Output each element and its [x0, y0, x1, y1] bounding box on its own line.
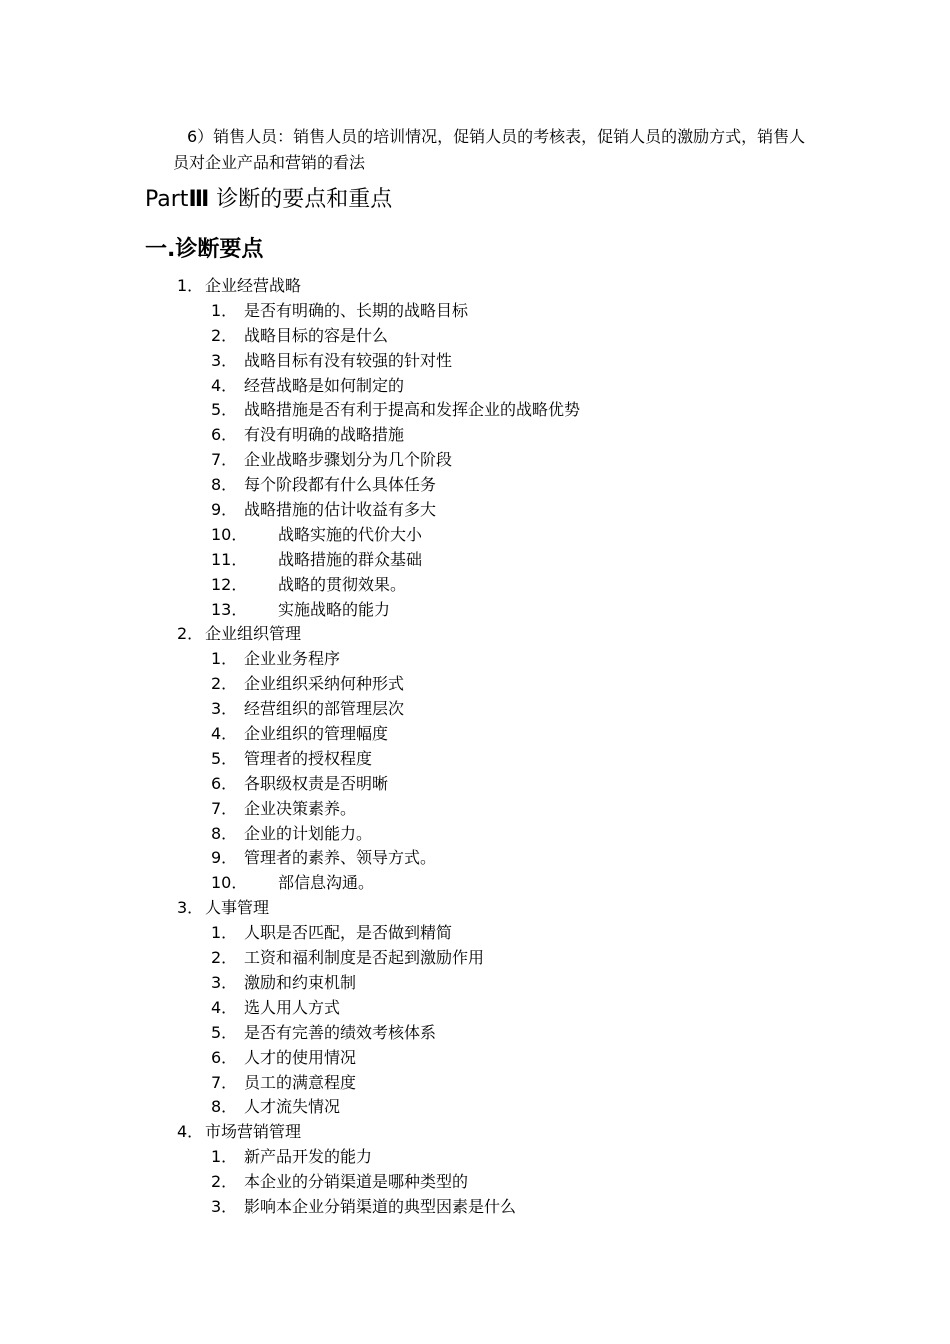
item-number: 8．: [211, 823, 238, 843]
item-text: 人才流失情况: [244, 1097, 341, 1117]
item-text: 选人用人方式: [244, 997, 341, 1017]
item-text: 管理者的素养、领导方式。: [244, 848, 437, 868]
outline-item: [0, 573, 950, 598]
item-text: 战略措施是否有利于提高和发挥企业的战略优势: [244, 400, 581, 420]
section-number: 2．: [177, 624, 204, 644]
outline-item: [0, 772, 950, 797]
item-text: 部信息沟通。: [278, 873, 375, 893]
item-number: 9．: [211, 500, 238, 520]
section-heading: 一.诊断要点: [145, 237, 264, 262]
item-number: 3．: [211, 350, 238, 370]
item-text: 战略措施的估计收益有多大: [244, 500, 437, 520]
outline-item: [0, 523, 950, 548]
part-title: 诊断的要点和重点: [209, 187, 393, 212]
outline-item: [0, 349, 950, 374]
intro-paragraph: 6）销售人员：销售人员的培训情况，促销人员的考核表，促销人员的激励方式，销售人员对企业产品和营销的看法: [173, 127, 806, 172]
item-text: 战略实施的代价大小: [278, 524, 423, 544]
item-number: 6．: [211, 425, 238, 445]
item-number: 2．: [211, 674, 238, 694]
outline-item: [0, 299, 950, 324]
outline-item: [0, 398, 950, 423]
item-text: 管理者的授权程度: [244, 748, 373, 768]
item-number: 8．: [211, 1097, 238, 1117]
item-text: 战略目标有没有较强的针对性: [244, 350, 453, 370]
outline-item: [0, 697, 950, 722]
item-number: 6．: [211, 773, 238, 793]
item-text: 企业组织采纳何种形式: [244, 674, 405, 694]
section-number: 3．: [177, 898, 204, 918]
section-title: 企业经营战略: [205, 276, 302, 295]
item-number: 9．: [211, 848, 238, 868]
item-text: 实施战略的能力: [278, 599, 391, 619]
item-text: 经营组织的部管理层次: [244, 699, 405, 719]
item-number: 1．: [211, 649, 238, 669]
outline-item: [0, 1195, 950, 1220]
item-number: 8．: [211, 475, 238, 495]
item-text: 新产品开发的能力: [244, 1147, 373, 1167]
item-number: 5．: [211, 400, 238, 420]
item-number: 4．: [211, 724, 238, 744]
item-number: 10．: [211, 524, 248, 544]
item-text: 各职级权责是否明晰: [244, 773, 389, 793]
item-text: 战略的贯彻效果。: [278, 574, 407, 594]
outline-item: [0, 1021, 950, 1046]
item-text: 是否有完善的绩效考核体系: [244, 1022, 437, 1042]
outline-item: [0, 921, 950, 946]
outline-list: [0, 274, 950, 1220]
part-roman-numeral: Ⅲ: [188, 187, 210, 212]
item-number: 2．: [211, 1172, 238, 1192]
item-number: 1．: [211, 923, 238, 943]
outline-item: [0, 946, 950, 971]
item-text: 企业组织的管理幅度: [244, 724, 389, 744]
section-number: 1．: [177, 276, 204, 295]
item-number: 4．: [211, 997, 238, 1017]
item-number: 13．: [211, 599, 248, 619]
item-text: 经营战略是如何制定的: [244, 375, 405, 395]
outline-section: [0, 622, 950, 647]
item-number: 12．: [211, 574, 248, 594]
outline-item: [0, 797, 950, 822]
item-number: 1．: [211, 1147, 238, 1167]
item-text: 是否有明确的、长期的战略目标: [244, 300, 469, 320]
part-prefix: Part: [145, 187, 189, 212]
outline-item: [0, 722, 950, 747]
outline-item: [0, 1071, 950, 1096]
section-title: 人事管理: [205, 898, 270, 918]
outline-item: [0, 473, 950, 498]
item-number: 7．: [211, 1072, 238, 1092]
item-text: 企业决策素养。: [244, 798, 357, 818]
outline-item: [0, 672, 950, 697]
outline-item: [0, 1095, 950, 1120]
item-text: 战略目标的容是什么: [244, 325, 389, 345]
outline-item: [0, 747, 950, 772]
item-text: 有没有明确的战略措施: [244, 425, 405, 445]
item-text: 企业的计划能力。: [244, 823, 373, 843]
item-text: 战略措施的群众基础: [278, 549, 423, 569]
item-number: 3．: [211, 1196, 238, 1216]
outline-item: [0, 598, 950, 623]
outline-item: [0, 324, 950, 349]
section-number: 4．: [177, 1122, 204, 1142]
outline-item: [0, 423, 950, 448]
item-text: 激励和约束机制: [244, 972, 357, 992]
outline-item: [0, 1046, 950, 1071]
section-title: 企业组织管理: [205, 624, 302, 644]
item-number: 7．: [211, 450, 238, 470]
item-text: 人职是否匹配，是否做到精简: [244, 923, 453, 943]
item-text: 每个阶段都有什么具体任务: [244, 475, 437, 495]
outline-item: [0, 971, 950, 996]
outline-item: [0, 647, 950, 672]
item-number: 7．: [211, 798, 238, 818]
outline-item: [0, 1145, 950, 1170]
outline-item: [0, 374, 950, 399]
part-heading: [145, 184, 392, 216]
outline-item: [0, 448, 950, 473]
outline-item: [0, 871, 950, 896]
outline-section: [0, 274, 950, 299]
item-text: 企业战略步骤划分为几个阶段: [244, 450, 453, 470]
outline-item: [0, 498, 950, 523]
item-text: 企业业务程序: [244, 649, 341, 669]
item-number: 10．: [211, 873, 248, 893]
outline-item: [0, 548, 950, 573]
item-text: 工资和福利制度是否起到激励作用: [244, 948, 485, 968]
item-number: 3．: [211, 972, 238, 992]
item-number: 11．: [211, 549, 248, 569]
outline-section: [0, 896, 950, 921]
item-number: 5．: [211, 1022, 238, 1042]
outline-item: [0, 822, 950, 847]
section-title: 市场营销管理: [205, 1122, 302, 1142]
outline-item: [0, 1170, 950, 1195]
item-number: 2．: [211, 948, 238, 968]
item-text: 本企业的分销渠道是哪种类型的: [244, 1172, 469, 1192]
outline-item: [0, 846, 950, 871]
item-text: 影响本企业分销渠道的典型因素是什么: [244, 1196, 517, 1216]
item-number: 4．: [211, 375, 238, 395]
outline-section: [0, 1120, 950, 1145]
item-number: 3．: [211, 699, 238, 719]
item-number: 6．: [211, 1047, 238, 1067]
item-number: 5．: [211, 748, 238, 768]
item-number: 2．: [211, 325, 238, 345]
item-number: 1．: [211, 300, 238, 320]
outline-item: [0, 996, 950, 1021]
item-text: 人才的使用情况: [244, 1047, 357, 1067]
item-text: 员工的满意程度: [244, 1072, 357, 1092]
